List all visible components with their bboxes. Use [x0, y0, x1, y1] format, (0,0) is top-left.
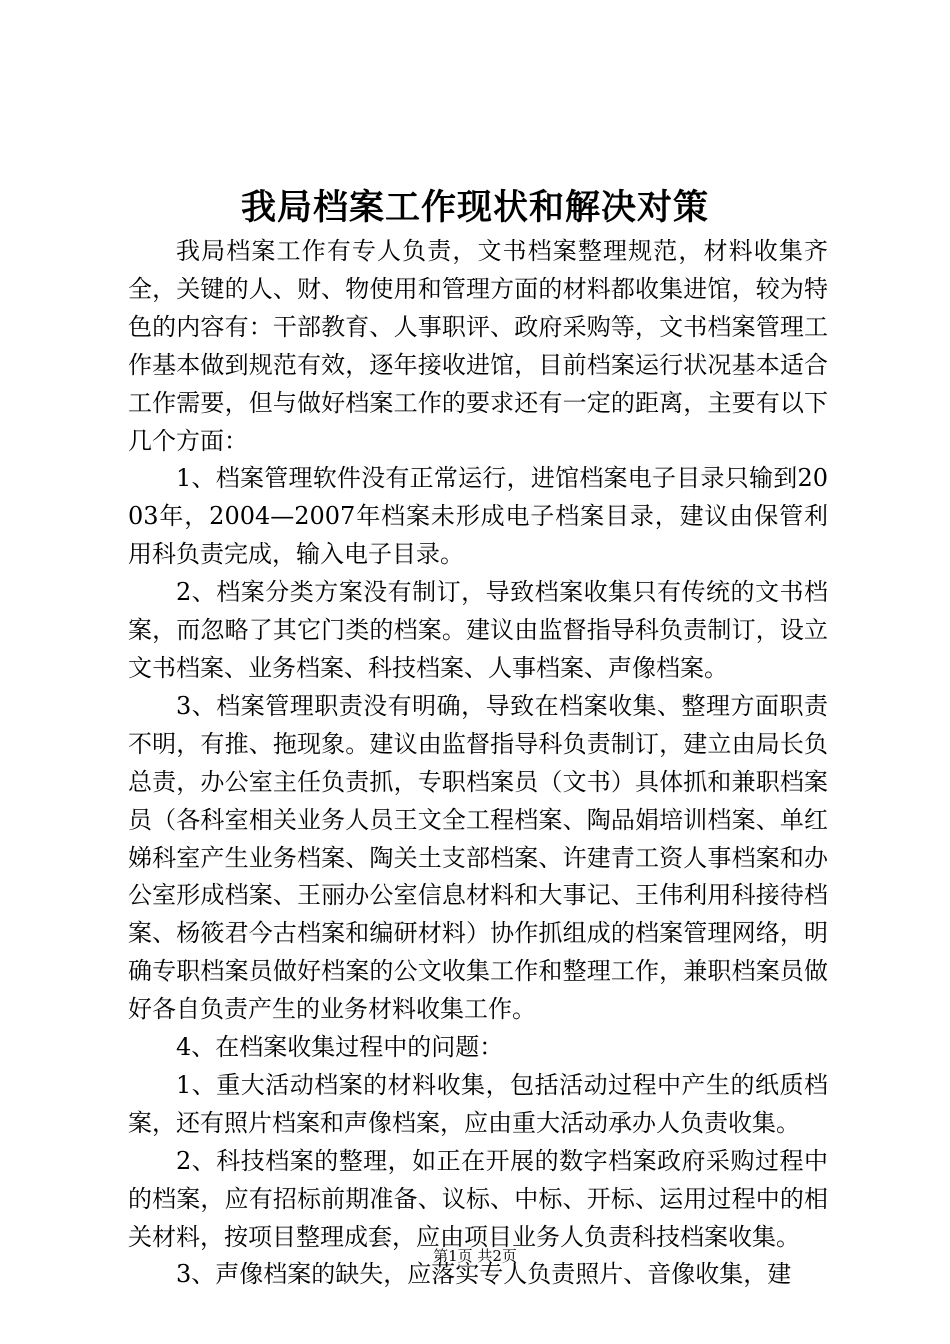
- paragraph-item-3: 3、档案管理职责没有明确，导致在档案收集、整理方面职责不明，有推、拖现象。建议由监督指导科负责制订，建立由局长负总责，办公室主任负责抓，专职档案员（文书）具体抓和兼职档案员（各科室相关业务人员王文全工程档案、陶品娟培训档案、单红娣科室产生业务档案、陶关土支部档案、许建青工资人事档案和办公室形成档案、王丽办公室信息材料和大事记、王伟利用科接待档案、杨筱君今古档案和编研材料）协作抓组成的档案管理网络，明确专职档案员做好档案的公文收集工作和整理工作，兼职档案员做好各自负责产生的业务材料收集工作。: [128, 691, 828, 1024]
- paragraph-item-2: 2、档案分类方案没有制订，导致档案收集只有传统的文书档案，而忽略了其它门类的档案。建议由监督指导科负责制订，设立文书档案、业务档案、科技档案、人事档案、声像档案。: [128, 578, 828, 682]
- document-title: 我局档案工作现状和解决对策: [240, 187, 709, 228]
- paragraph-subitem-3: 3、声像档案的缺失，应落实专人负责照片、音像收集，建: [176, 1260, 792, 1289]
- paragraph-item-1: 1、档案管理软件没有正常运行，进馆档案电子目录只输到2003年，2004—2007年档案未形成电子档案目录，建议由保管利用科负责完成，输入电子目录。: [128, 464, 828, 569]
- page-footer: 第1页 共2页: [433, 1247, 517, 1265]
- paragraph-item-4: 4、在档案收集过程中的问题：: [176, 1033, 504, 1062]
- document-body: [128, 233, 828, 1294]
- paragraph-subitem-1: 1、重大活动档案的材料收集，包括活动过程中产生的纸质档案，还有照片档案和声像档案，应由重大活动承办人负责收集。: [128, 1070, 828, 1137]
- paragraph-subitem-2: 2、科技档案的整理，如正在开展的数字档案政府采购过程中的档案，应有招标前期准备、议标、中标、开标、运用过程中的相关材料，按项目整理成套，应由项目业务人负责科技档案收集。: [128, 1146, 828, 1251]
- paragraph-intro: 我局档案工作有专人负责，文书档案整理规范，材料收集齐全，关键的人、财、物使用和管理方面的材料都收集进馆，较为特色的内容有：干部教育、人事职评、政府采购等，文书档案管理工作基本做到规范有效，逐年接收进馆，目前档案运行状况基本适合工作需要，但与做好档案工作的要求还有一定的距离，主要有以下几个方面：: [128, 237, 828, 455]
